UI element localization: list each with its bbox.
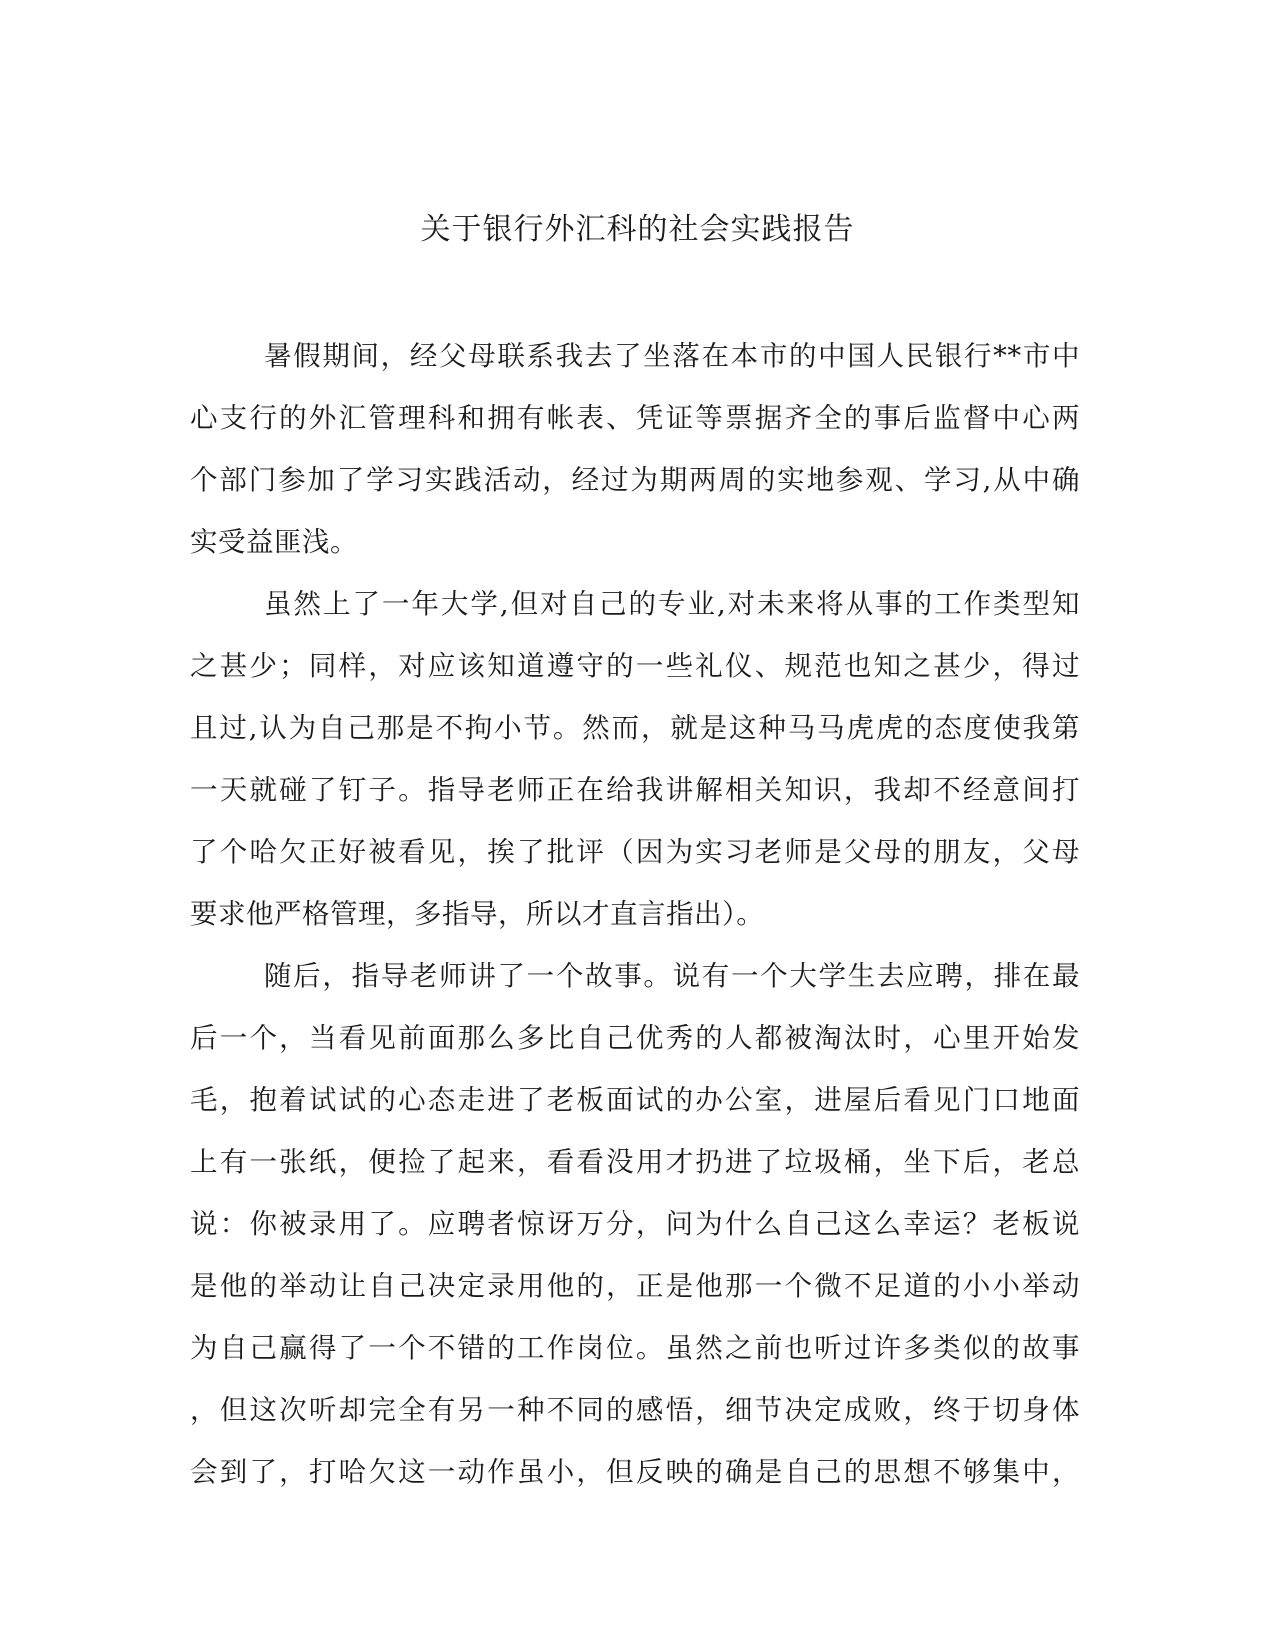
- paragraph: [190, 325, 1080, 573]
- paragraph-line: 暑假期间，经父母联系我去了坐落在本市的中国人民银行**市中: [264, 340, 1080, 372]
- paragraph-line: 且过,认为自己那是不拘小节。然而，就是这种马马虎虎的态度使我第: [190, 712, 1080, 744]
- paragraph-line: 是他的举动让自己决定录用他的，正是他那一个微不足道的小小举动: [190, 1270, 1080, 1302]
- paragraph-line: 上有一张纸，便捡了起来，看看没用才扔进了垃圾桶，坐下后，老总: [190, 1146, 1080, 1178]
- paragraph-line: 说：你被录用了。应聘者惊讶万分，问为什么自己这么幸运？老板说: [190, 1208, 1080, 1240]
- paragraph-line: 为自己赢得了一个不错的工作岗位。虽然之前也听过许多类似的故事: [190, 1332, 1080, 1364]
- paragraph-line: 后一个，当看见前面那么多比自己优秀的人都被淘汰时，心里开始发: [190, 1022, 1080, 1054]
- paragraph-line: 心支行的外汇管理科和拥有帐表、凭证等票据齐全的事后监督中心两: [190, 402, 1080, 434]
- paragraph: [190, 945, 1080, 1503]
- paragraph-line: 实受益匪浅。: [190, 526, 358, 558]
- paragraph-line: 个部门参加了学习实践活动，经过为期两周的实地参观、学习,从中确: [190, 464, 1080, 496]
- paragraph-line: 了个哈欠正好被看见，挨了批评（因为实习老师是父母的朋友，父母: [190, 836, 1080, 868]
- paragraph-line: 要求他严格管理，多指导，所以才直言指出）。: [190, 898, 765, 930]
- paragraph-line: ，但这次听却完全有另一种不同的感悟，细节决定成败，终于切身体: [190, 1394, 1080, 1426]
- paragraph-line: 一天就碰了钉子。指导老师正在给我讲解相关知识，我却不经意间打: [190, 774, 1080, 806]
- paragraph-line: 之甚少；同样，对应该知道遵守的一些礼仪、规范也知之甚少，得过: [190, 650, 1080, 682]
- paragraph-line: 毛，抱着试试的心态走进了老板面试的办公室，进屋后看见门口地面: [190, 1084, 1080, 1116]
- document-title: 关于银行外汇科的社会实践报告: [420, 212, 855, 247]
- paragraph-line: 随后，指导老师讲了一个故事。说有一个大学生去应聘，排在最: [264, 960, 1080, 992]
- document-body: [190, 325, 1080, 1503]
- paragraph-line: 会到了，打哈欠这一动作虽小，但反映的确是自己的思想不够集中，: [190, 1456, 1080, 1488]
- paragraph: [190, 573, 1080, 945]
- paragraph-line: 虽然上了一年大学,但对自己的专业,对未来将从事的工作类型知: [264, 588, 1080, 620]
